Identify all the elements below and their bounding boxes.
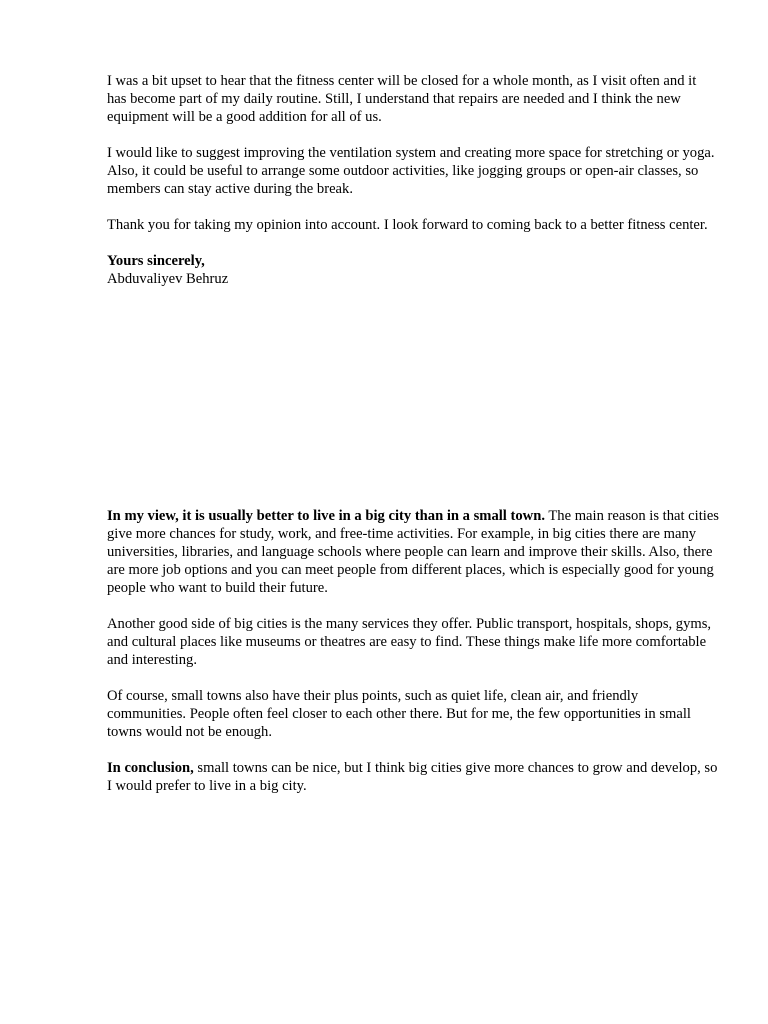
essay-thesis: In my view, it is usually better to live in a big city than in a small town.: [107, 508, 545, 524]
document-page: [107, 72, 719, 813]
letter-paragraph-3: Thank you for taking my opinion into account. I look forward to coming back to a better fitness center.: [107, 217, 708, 233]
letter-signature: Abduvaliyev Behruz: [107, 271, 229, 287]
letter-closing: [107, 252, 719, 270]
letter-paragraph-1: I was a bit upset to hear that the fitness center will be closed for a whole month, as I visit often and it has become part of my daily routine. Still, I understand that repairs are needed and I think the new equipment will be a good addition for all of us.: [107, 73, 697, 125]
essay-paragraph-3: Of course, small towns also have their plus points, such as quiet life, clean air, and friendly communities. People often feel closer to each other there. But for me, the few opportunities in small towns would not be enough.: [107, 688, 691, 740]
essay-conclusion-lead: In conclusion,: [107, 760, 194, 776]
essay-paragraph-1: [107, 507, 719, 597]
essay-intro-text: The main reason is that cities give more chances for study, work, and free-time activities. For example, in big cities there are many universities, libraries, and language schools where people can learn and improve their skills. Also, there are more job options and you can meet people from different places, which is especially good for young people who want to build their future.: [107, 508, 719, 596]
essay-section: [107, 507, 719, 795]
essay-paragraph-2: Another good side of big cities is the many services they offer. Public transport, hospitals, shops, gyms, and cultural places like museums or theatres are easy to find. These things make life more comfortable and interesting.: [107, 616, 712, 668]
letter-closing-text: Yours sincerely,: [107, 253, 205, 269]
essay-conclusion-text: small towns can be nice, but I think big cities give more chances to grow and develop, so I would prefer to live in a big city.: [107, 760, 718, 794]
letter-paragraph-2: I would like to suggest improving the ventilation system and creating more space for stretching or yoga. Also, it could be useful to arrange some outdoor activities, like jogging groups or open-air classes, so members can stay active during the break.: [107, 145, 715, 197]
essay-conclusion: [107, 759, 719, 795]
letter-section: [107, 72, 719, 492]
